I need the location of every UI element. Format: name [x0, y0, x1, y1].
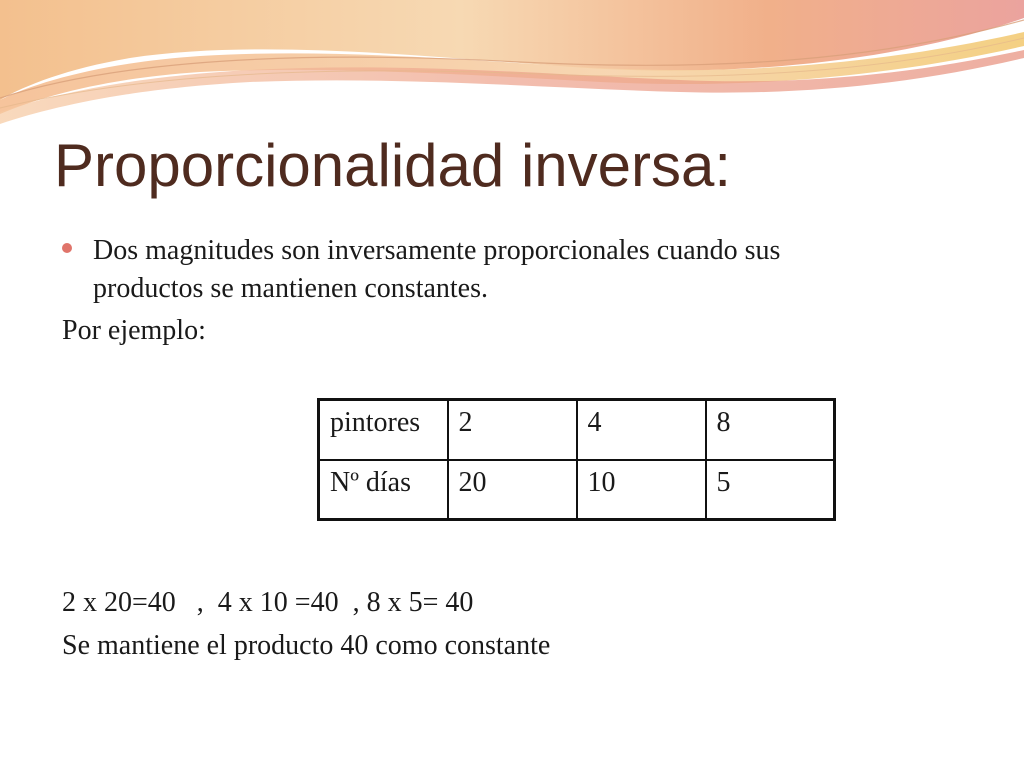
example-intro: Por ejemplo: — [62, 315, 206, 346]
bullet-text: Dos magnitudes son inversamente proporcionales cuando sus productos se mantienen constantes. — [93, 235, 781, 304]
slide-title: Proporcionalidad inversa: — [54, 132, 732, 199]
table-cell: 4 — [577, 400, 706, 460]
table-cell: pintores — [319, 400, 448, 460]
table-cell: 10 — [577, 460, 706, 520]
bullet-dot-icon — [62, 243, 72, 253]
data-table — [317, 398, 836, 521]
table-row — [319, 460, 835, 520]
table-cell: 20 — [448, 460, 577, 520]
table-cell: 8 — [706, 400, 835, 460]
decorative-banner — [0, 0, 1024, 130]
table-cell: Nº días — [319, 460, 448, 520]
table-cell: 2 — [448, 400, 577, 460]
table-row — [319, 400, 835, 460]
products-line: 2 x 20=40 , 4 x 10 =40 , 8 x 5= 40 — [62, 587, 474, 618]
table-cell: 5 — [706, 460, 835, 520]
conclusion-line: Se mantiene el producto 40 como constante — [62, 630, 551, 661]
